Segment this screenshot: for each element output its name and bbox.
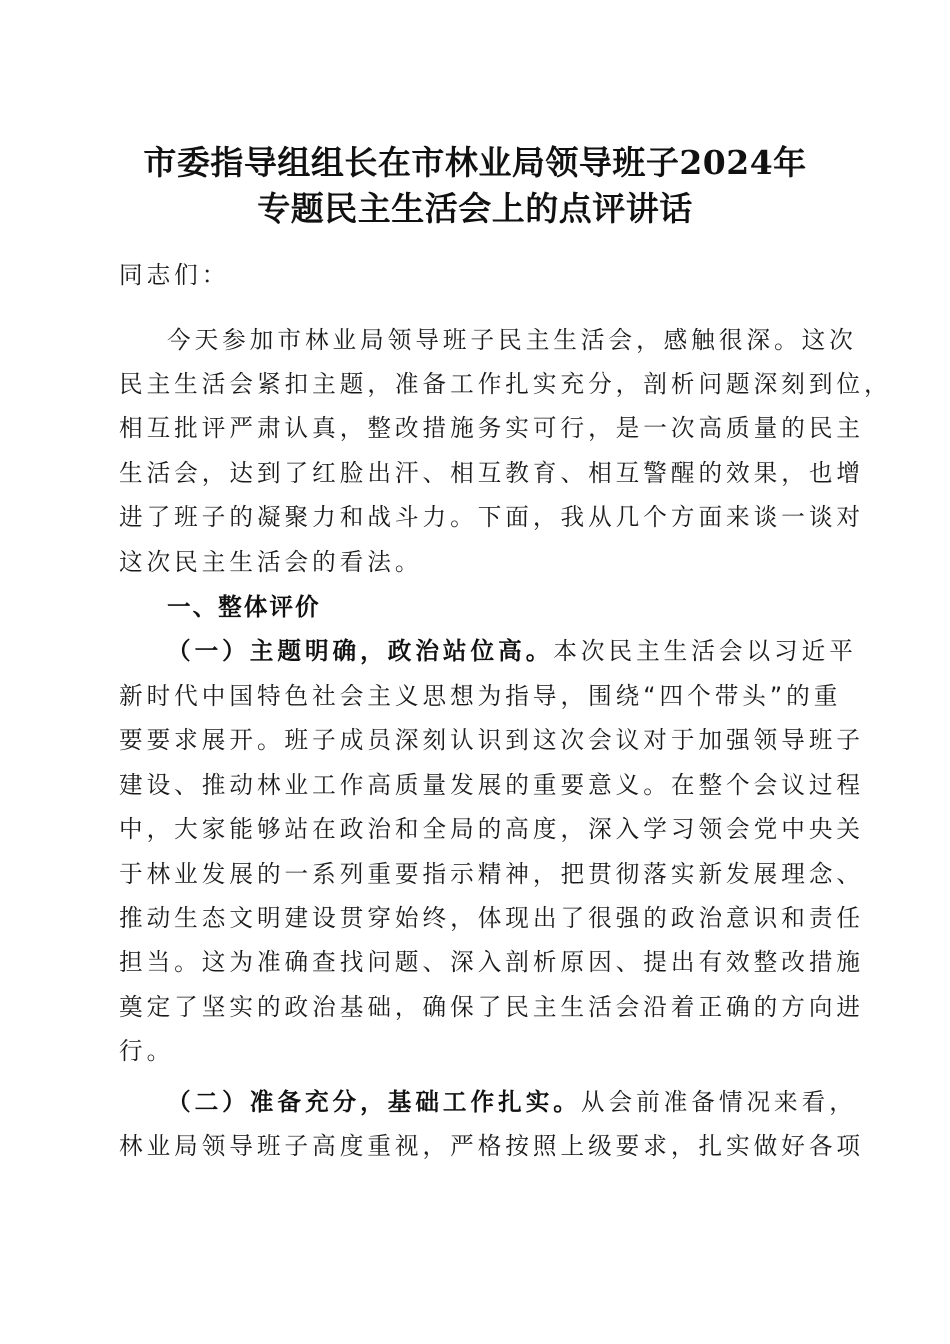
point1-line-3: 要要求展开。班子成员深刻认识到这次会议对于加强领导班子 <box>119 726 865 754</box>
point1-line-5: 中，大家能够站在政治和全局的高度，深入学习领会党中央关 <box>119 815 865 843</box>
point1-line-8: 担当。这为准确查找问题、深入剖析原因、提出有效整改措施 <box>119 948 865 976</box>
point1-line-9: 奠定了坚实的政治基础，确保了民主生活会沿着正确的方向进 <box>119 993 865 1021</box>
point1-lead: （一）主题明确，政治站位高。 <box>167 637 554 665</box>
intro-line-3: 相互批评严肃认真，整改措施务实可行，是一次高质量的民主 <box>119 414 865 442</box>
intro-line-1: 今天参加市林业局领导班子民主生活会，感触很深。这次 <box>167 326 857 354</box>
point2-line-2: 林业局领导班子高度重视，严格按照上级要求，扎实做好各项 <box>119 1132 865 1160</box>
point1-first-line <box>167 629 881 674</box>
intro-line-6: 这次民主生活会的看法。 <box>119 548 423 576</box>
section-heading: 一、整体评价 <box>167 593 321 621</box>
document-title-line-2: 专题民主生活会上的点评讲话 <box>257 189 693 228</box>
point2-lead: （二）准备充分，基础工作扎实。 <box>167 1088 581 1116</box>
point1-first-line-rest: 本次民主生活会以习近平 <box>553 637 857 665</box>
intro-line-2: 民主生活会紧扣主题，准备工作扎实充分，剖析问题深刻到位， <box>119 370 892 398</box>
point1-line-6: 于林业发展的一系列重要指示精神，把贯彻落实新发展理念、 <box>119 860 865 888</box>
salutation: 同志们： <box>119 261 230 289</box>
point1-line-7: 推动生态文明建设贯穿始终，体现出了很强的政治意识和责任 <box>119 904 865 932</box>
intro-line-5: 进了班子的凝聚力和战斗力。下面，我从几个方面来谈一谈对 <box>119 503 865 531</box>
intro-line-4: 生活会，达到了红脸出汗、相互教育、相互警醒的效果，也增 <box>119 459 865 487</box>
point1-line-4: 建设、推动林业工作高质量发展的重要意义。在整个会议过程 <box>119 771 865 799</box>
point2-first-line-rest: 从会前准备情况来看， <box>580 1088 857 1116</box>
point2-first-line <box>167 1080 881 1125</box>
point1-line-2: 新时代中国特色社会主义思想为指导，围绕“四个带头”的重 <box>119 682 842 710</box>
document-title-line-1: 市委指导组组长在市林业局领导班子2024年 <box>143 143 807 182</box>
point1-line-10: 行。 <box>119 1037 175 1065</box>
